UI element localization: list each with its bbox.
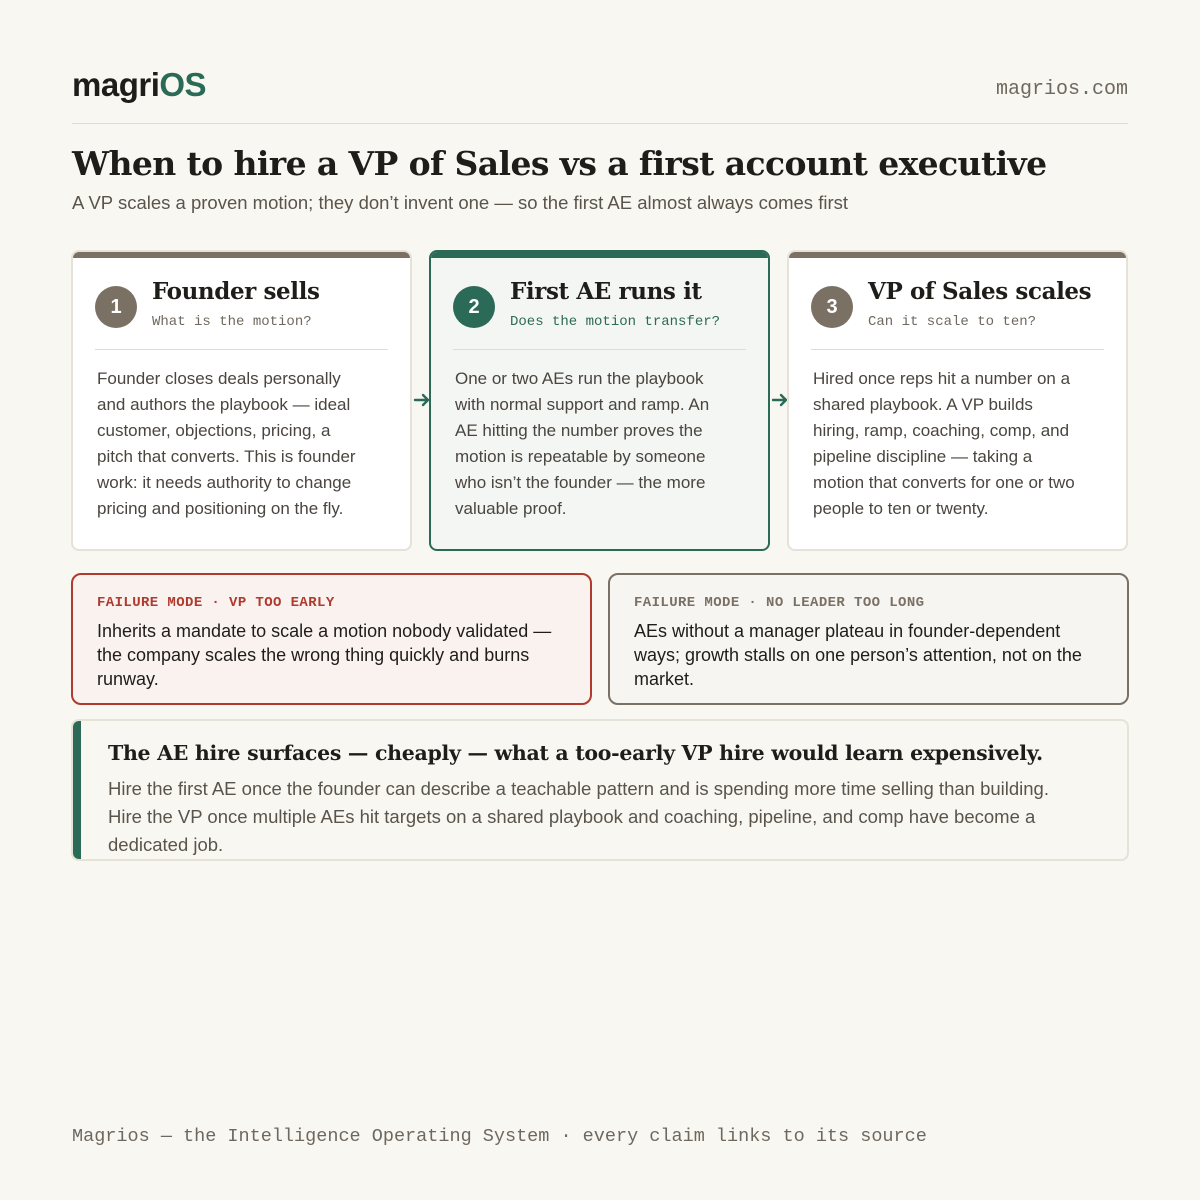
failure-text: Inherits a mandate to scale a motion nobody validated — the company scales the wrong thing quickly and burns runway. (97, 621, 552, 689)
step-body: Founder closes deals personally and authors the playbook — ideal customer, objections, pricing, a pitch that converts. This is founder work: it needs authority to change pricing and positioning on the fly. (97, 369, 356, 518)
step-body: Hired once reps hit a number on a shared playbook. A VP builds hiring, ramp, coaching, comp, and pipeline discipline — taking a motion that converts for one or two people to ten or twenty. (813, 369, 1075, 518)
failure-label: FAILURE MODE · VP TOO EARLY (97, 595, 335, 611)
failure-mode-no-leader (608, 573, 1129, 705)
card-divider (453, 349, 746, 350)
page-title: When to hire a VP of Sales vs a first account executive (72, 144, 1047, 183)
callout-title: The AE hire surfaces — cheaply — what a too-early VP hire would learn expensively. (108, 741, 1043, 765)
step-title: First AE runs it (510, 278, 702, 305)
failure-text: AEs without a manager plateau in founder-dependent ways; growth stalls on one person’s attention, not on the market. (634, 621, 1082, 689)
step-title: Founder sells (152, 278, 320, 305)
step-card-founder (71, 250, 412, 551)
logo (72, 66, 206, 104)
step-number-badge: 3 (811, 286, 853, 328)
card-divider (811, 349, 1104, 350)
card-top-bar (429, 250, 770, 258)
card-top-bar (787, 250, 1128, 258)
step-card-first-ae (429, 250, 770, 551)
logo-accent: OS (159, 66, 207, 103)
step-question: Does the motion transfer? (510, 314, 721, 330)
takeaway-callout (71, 719, 1129, 861)
card-divider (95, 349, 388, 350)
callout-body: Hire the first AE once the founder can describe a teachable pattern and is spending more time selling than building. Hire the VP once multiple AEs hit targets on a shared playbook and coaching, pipeline, and comp have become a dedicated job. (108, 778, 1049, 855)
footer: Magrios — the Intelligence Operating System · every claim links to its source (72, 1126, 927, 1147)
step-card-vp (787, 250, 1128, 551)
callout-accent-bar (73, 721, 81, 859)
step-question: Can it scale to ten? (868, 314, 1037, 330)
page-subtitle: A VP scales a proven motion; they don’t invent one — so the first AE almost always comes first (72, 192, 848, 213)
step-question: What is the motion? (152, 314, 312, 330)
failure-label: FAILURE MODE · NO LEADER TOO LONG (634, 595, 925, 611)
logo-main: magri (72, 66, 160, 103)
failure-mode-vp-too-early (71, 573, 592, 705)
step-title: VP of Sales scales (868, 278, 1092, 305)
step-number-badge: 1 (95, 286, 137, 328)
site-url: magrios.com (995, 78, 1128, 101)
step-body: One or two AEs run the playbook with normal support and ramp. An AE hitting the number proves the motion is repeatable by someone who isn’t the founder — the more valuable proof. (455, 369, 710, 518)
step-number-badge: 2 (453, 286, 495, 328)
card-top-bar (71, 250, 412, 258)
header (72, 64, 1128, 124)
